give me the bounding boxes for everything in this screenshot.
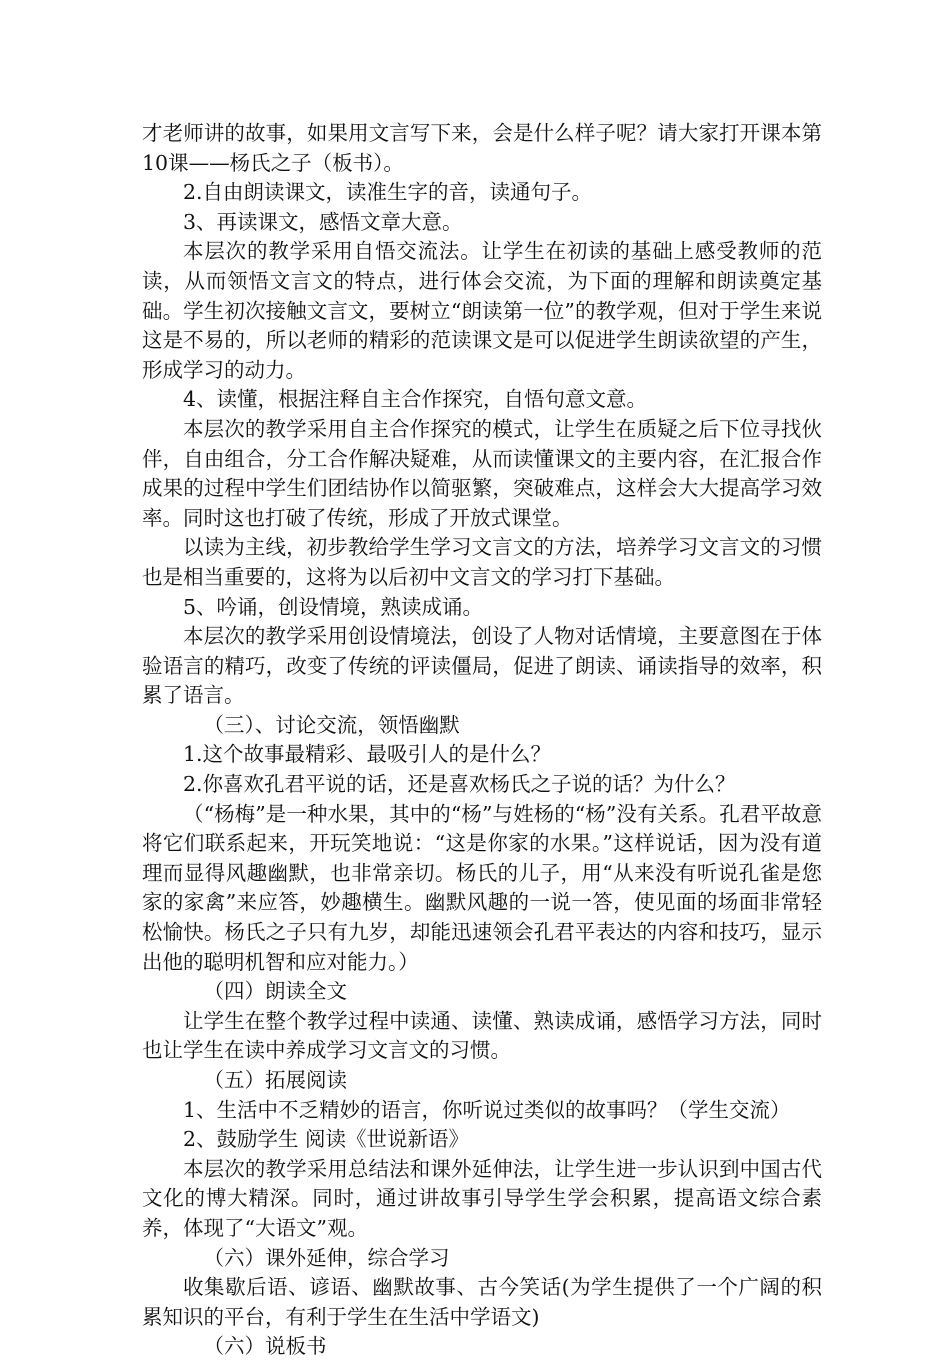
section-heading-6: （六）课外延伸，综合学习 bbox=[203, 1245, 450, 1270]
extension-item-1: 1、生活中不乏精妙的语言，你听说过类似的故事吗？（学生交流） bbox=[183, 1097, 791, 1122]
paragraph-cooperative-inquiry: 本层次的教学采用自主合作探究的模式，让学生在质疑之后下位寻找伙伴，自由组合，分工合作解决疑难，从而读懂课文的主要内容，在汇报合作成果的过程中学生们团结协作以简驱繁，突破难点，这样会大大提高学习效率。同时这也打破了传统，形成了开放式课堂。 bbox=[142, 416, 822, 530]
paragraph-reading-mainline: 以读为主线，初步教给学生学习文言文的方法，培养学习文言文的习惯也是相当重要的，这将为以后初中文言文的学习打下基础。 bbox=[142, 535, 822, 589]
paragraph-full-reading: 让学生在整个教学过程中读通、读懂、熟读成诵，感悟学习方法，同时也让学生在读中养成学习文言文的习惯。 bbox=[142, 1008, 822, 1063]
paragraph-step-4: 4、读懂，根据注释自主合作探究，自悟句意文意。 bbox=[183, 387, 648, 412]
document-body bbox=[142, 119, 822, 1362]
paragraph-step-5: 5、吟诵，创设情境，熟读成诵。 bbox=[183, 594, 484, 619]
paragraph-situation-method: 本层次的教学采用创设情境法，创设了人物对话情境，主要意图在于体验语言的精巧，改变了传统的评读僵局，促进了朗读、诵读指导的效率，积累了语言。 bbox=[142, 624, 822, 708]
paragraph-collection: 收集歇后语、谚语、幽默故事、古今笑话(为学生提供了一个广阔的积累知识的平台，有利于学生在生活中学语文) bbox=[142, 1275, 822, 1329]
paragraph-step-3: 3、再读课文，感悟文章大意。 bbox=[183, 209, 463, 234]
paragraph-step-2: 2.自由朗读课文，读准生字的音，读通句子。 bbox=[183, 180, 593, 205]
section-heading-6-board: （六）说板书 bbox=[203, 1334, 327, 1359]
extension-item-2: 2、鼓励学生 阅读《世说新语》 bbox=[183, 1127, 470, 1152]
section-heading-4: （四）朗读全文 bbox=[203, 979, 347, 1004]
paragraph-continuation: 才老师讲的故事，如果用文言写下来，会是什么样子呢？请大家打开课本第10课——杨氏之子（板书）。 bbox=[142, 121, 822, 175]
paragraph-humor-analysis: （“杨梅”是一种水果，其中的“杨”与姓杨的“杨”没有关系。孔君平故意将它们联系起来，开玩笑地说：“这是你家的水果。”这样说话，因为没有道理而显得风趣幽默，也非常亲切。杨氏的儿子，用“从来没有听说孔雀是您家的家禽”来应答，妙趣横生。幽默风趣的一说一答，使见面的场面非常轻松愉快。杨氏之子只有九岁，却能迅速领会孔君平表达的内容和技巧，显示出他的聪明机智和应对能力。） bbox=[142, 801, 822, 974]
section-heading-3: （三）、讨论交流，领悟幽默 bbox=[203, 712, 460, 737]
paragraph-self-realization-method: 本层次的教学采用自悟交流法。让学生在初读的基础上感受教师的范读，从而领悟文言文的特点，进行体会交流，为下面的理解和朗读奠定基础。学生初次接触文言文，要树立“朗读第一位”的教学观，但对于学生来说这是不易的，所以老师的精彩的范读课文是可以促进学生朗读欲望的产生，形成学习的动力。 bbox=[142, 239, 822, 382]
question-2: 2.你喜欢孔君平说的话，还是喜欢杨氏之子说的话？为什么？ bbox=[183, 772, 736, 797]
section-heading-5: （五）拓展阅读 bbox=[203, 1068, 347, 1092]
question-1: 1.这个故事最精彩、最吸引人的是什么？ bbox=[183, 742, 552, 767]
paragraph-summary-method: 本层次的教学采用总结法和课外延伸法，让学生进一步认识到中国古代文化的博大精深。同时，通过讲故事引导学生学会积累，提高语文综合素养，体现了“大语文”观。 bbox=[142, 1156, 822, 1240]
